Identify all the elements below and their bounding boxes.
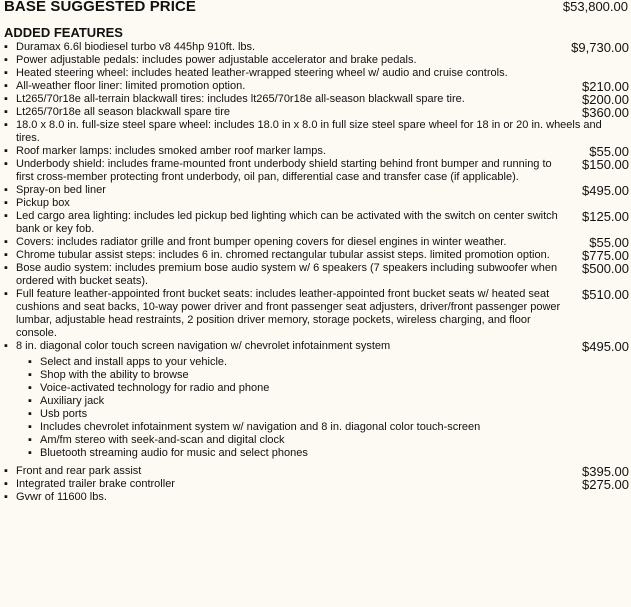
feature-item — [4, 491, 631, 504]
feature-body — [16, 67, 629, 80]
sub-feature-text: Auxiliary jack — [40, 395, 105, 407]
square-bullet-icon: ▪ — [4, 119, 8, 131]
feature-lead — [4, 54, 629, 67]
feature-lead — [4, 288, 582, 340]
feature-body — [16, 184, 582, 197]
feature-body — [16, 158, 582, 184]
feature-text: Lt265/70r18e all-terrain blackwall tires: includes lt265/70r18e all-season blackwall spare tire. — [16, 93, 465, 105]
square-bullet-icon: ▪ — [4, 197, 8, 209]
feature-body — [16, 249, 582, 262]
sub-feature-item — [28, 447, 572, 460]
sub-feature-item — [28, 382, 572, 395]
feature-body — [16, 491, 629, 504]
square-bullet-icon: ▪ — [4, 249, 8, 261]
feature-text: Heated steering wheel: includes heated leather-wrapped steering wheel w/ audio and cruise controls. — [16, 67, 508, 79]
feature-price: $55.00 — [589, 144, 629, 159]
feature-lead — [4, 491, 629, 504]
feature-price: $775.00 — [582, 248, 629, 263]
feature-item — [4, 41, 631, 54]
sub-feature-text: Includes chevrolet infotainment system w/ navigation and 8 in. diagonal color touch-screen — [40, 421, 481, 433]
feature-lead — [4, 465, 582, 478]
feature-item — [4, 249, 631, 262]
feature-text: Power adjustable pedals: includes power adjustable accelerator and brake pedals. — [16, 54, 417, 66]
feature-price: $510.00 — [582, 287, 629, 302]
feature-price: $395.00 — [582, 464, 629, 479]
feature-lead — [4, 478, 582, 491]
square-bullet-icon: ▪ — [4, 67, 8, 79]
feature-text: Lt265/70r18e all season blackwall spare tire — [16, 106, 231, 118]
sub-feature-item — [28, 356, 572, 369]
feature-body — [16, 478, 582, 491]
base-price-value: $53,800.00 — [562, 0, 628, 14]
sub-feature-item — [28, 408, 572, 421]
feature-item — [4, 236, 631, 249]
feature-item — [4, 93, 631, 106]
square-bullet-icon: ▪ — [4, 106, 8, 118]
feature-body — [16, 465, 582, 478]
feature-lead — [4, 145, 589, 158]
feature-lead — [4, 119, 629, 145]
feature-text: Spray-on bed liner — [16, 184, 106, 196]
feature-text: Duramax 6.6l biodiesel turbo v8 445hp 910ft. lbs. — [16, 41, 256, 53]
feature-item — [4, 262, 631, 288]
sub-feature-item — [28, 434, 572, 447]
feature-body — [16, 288, 582, 340]
sub-feature-text: Voice-activated technology for radio and phone — [40, 382, 270, 394]
sub-feature-item — [28, 421, 572, 434]
sub-feature-item — [28, 395, 572, 408]
feature-item — [4, 67, 631, 80]
feature-text: Front and rear park assist — [16, 465, 142, 477]
feature-price: $9,730.00 — [571, 40, 629, 55]
feature-item — [4, 197, 631, 210]
feature-price: $125.00 — [582, 209, 629, 224]
square-bullet-icon: ▪ — [4, 491, 8, 503]
feature-list — [0, 41, 631, 504]
feature-body — [16, 41, 571, 54]
feature-lead — [4, 106, 582, 119]
feature-text: Chrome tubular assist steps: includes 6 in. chromed rectangular tubular assist steps. limited promotion option. — [16, 249, 550, 261]
feature-lead — [4, 210, 582, 236]
feature-text: All-weather floor liner: limited promotion option. — [16, 80, 246, 92]
feature-lead — [4, 236, 589, 249]
feature-text: Led cargo area lighting: includes led pickup bed lighting which can be activated with the switch on center switch bank or key fob. — [16, 210, 558, 235]
feature-lead — [4, 93, 582, 106]
feature-item — [4, 465, 631, 478]
square-bullet-icon: ▪ — [4, 158, 8, 170]
added-features-heading: ADDED FEATURES — [4, 25, 123, 40]
feature-body — [16, 54, 629, 67]
sub-feature-text: Bluetooth streaming audio for music and select phones — [40, 447, 308, 459]
feature-lead — [4, 262, 582, 288]
feature-price: $150.00 — [582, 157, 629, 172]
feature-lead — [4, 80, 582, 93]
price-header — [0, 0, 631, 22]
square-bullet-icon: ▪ — [4, 80, 8, 92]
sub-feature-list — [16, 356, 572, 460]
feature-item — [4, 119, 631, 145]
sub-feature-text: Usb ports — [40, 408, 88, 420]
feature-text: Integrated trailer brake controller — [16, 478, 175, 490]
square-bullet-icon: ▪ — [28, 369, 32, 381]
feature-price: $275.00 — [582, 477, 629, 492]
square-bullet-icon: ▪ — [4, 340, 8, 352]
square-bullet-icon: ▪ — [4, 41, 8, 53]
feature-price: $200.00 — [582, 92, 629, 107]
feature-item — [4, 210, 631, 236]
square-bullet-icon: ▪ — [4, 54, 8, 66]
square-bullet-icon: ▪ — [28, 356, 32, 368]
square-bullet-icon: ▪ — [4, 288, 8, 300]
feature-item — [4, 478, 631, 491]
feature-text: Roof marker lamps: includes smoked amber roof marker lamps. — [16, 145, 326, 157]
square-bullet-icon: ▪ — [4, 145, 8, 157]
feature-price: $360.00 — [582, 105, 629, 120]
square-bullet-icon: ▪ — [4, 465, 8, 477]
sub-feature-text: Select and install apps to your vehicle. — [40, 356, 228, 368]
feature-lead — [4, 249, 582, 262]
feature-body — [16, 119, 629, 145]
square-bullet-icon: ▪ — [28, 395, 32, 407]
feature-text: Pickup box — [16, 197, 70, 209]
feature-item — [4, 145, 631, 158]
feature-price: $495.00 — [582, 339, 629, 354]
feature-text: Gvwr of 11600 lbs. — [16, 491, 107, 503]
square-bullet-icon: ▪ — [4, 478, 8, 490]
sub-feature-item — [28, 369, 572, 382]
square-bullet-icon: ▪ — [28, 434, 32, 446]
square-bullet-icon: ▪ — [28, 382, 32, 394]
square-bullet-icon: ▪ — [28, 408, 32, 420]
feature-text: 18.0 x 8.0 in. full-size steel spare wheel: includes 18.0 in x 8.0 in full size steel spare wheel for 18 in or 20 in. wheels and tires. — [16, 119, 602, 144]
feature-item — [4, 158, 631, 184]
feature-body — [16, 106, 582, 119]
square-bullet-icon: ▪ — [4, 236, 8, 248]
feature-lead — [4, 158, 582, 184]
feature-price: $55.00 — [589, 235, 629, 250]
feature-text: Full feature leather-appointed front bucket seats: includes leather-appointed front bucket seats w/ heated seat cushions and seat backs, 10-way power driver and front passenger seat adjusters, driver/front passenger power lumbar, adjustable head restraints, 2 position driver memory, storage pockets, wireless charging, and floor console. — [16, 288, 561, 339]
feature-body — [16, 236, 589, 249]
feature-text: Bose audio system: includes premium bose audio system w/ 6 speakers (7 speakers including subwoofer when ordered with bucket seats). — [16, 262, 558, 287]
feature-lead — [4, 41, 571, 54]
feature-body — [16, 197, 629, 210]
square-bullet-icon: ▪ — [4, 93, 8, 105]
feature-item — [4, 54, 631, 67]
feature-item — [4, 288, 631, 340]
feature-lead — [4, 184, 582, 197]
sub-feature-text: Shop with the ability to browse — [40, 369, 189, 381]
feature-item — [4, 106, 631, 119]
feature-lead — [4, 67, 629, 80]
feature-item — [4, 184, 631, 197]
feature-text: Underbody shield: includes frame-mounted front underbody shield starting behind front bumper and running to first cross-member protecting front underbody, oil pan, differential case and transfer case (if applicable). — [16, 158, 552, 183]
feature-body — [16, 262, 582, 288]
feature-lead — [4, 197, 629, 210]
feature-body — [16, 80, 582, 93]
feature-text: Covers: includes radiator grille and front bumper opening covers for diesel engines in winter weather. — [16, 236, 507, 248]
square-bullet-icon: ▪ — [4, 210, 8, 222]
square-bullet-icon: ▪ — [4, 184, 8, 196]
feature-item — [4, 340, 631, 465]
feature-price: $500.00 — [582, 261, 629, 276]
sub-feature-text: Am/fm stereo with seek-and-scan and digital clock — [40, 434, 285, 446]
square-bullet-icon: ▪ — [4, 262, 8, 274]
square-bullet-icon: ▪ — [28, 421, 32, 433]
feature-body — [16, 93, 582, 106]
square-bullet-icon: ▪ — [28, 447, 32, 459]
feature-price: $210.00 — [582, 79, 629, 94]
feature-text: 8 in. diagonal color touch screen navigation w/ chevrolet infotainment system — [16, 340, 391, 352]
base-price-title: BASE SUGGESTED PRICE — [4, 0, 197, 15]
feature-body — [16, 145, 589, 158]
feature-lead — [4, 340, 582, 465]
feature-body — [16, 340, 582, 465]
feature-item — [4, 80, 631, 93]
feature-price: $495.00 — [582, 183, 629, 198]
feature-body — [16, 210, 582, 236]
